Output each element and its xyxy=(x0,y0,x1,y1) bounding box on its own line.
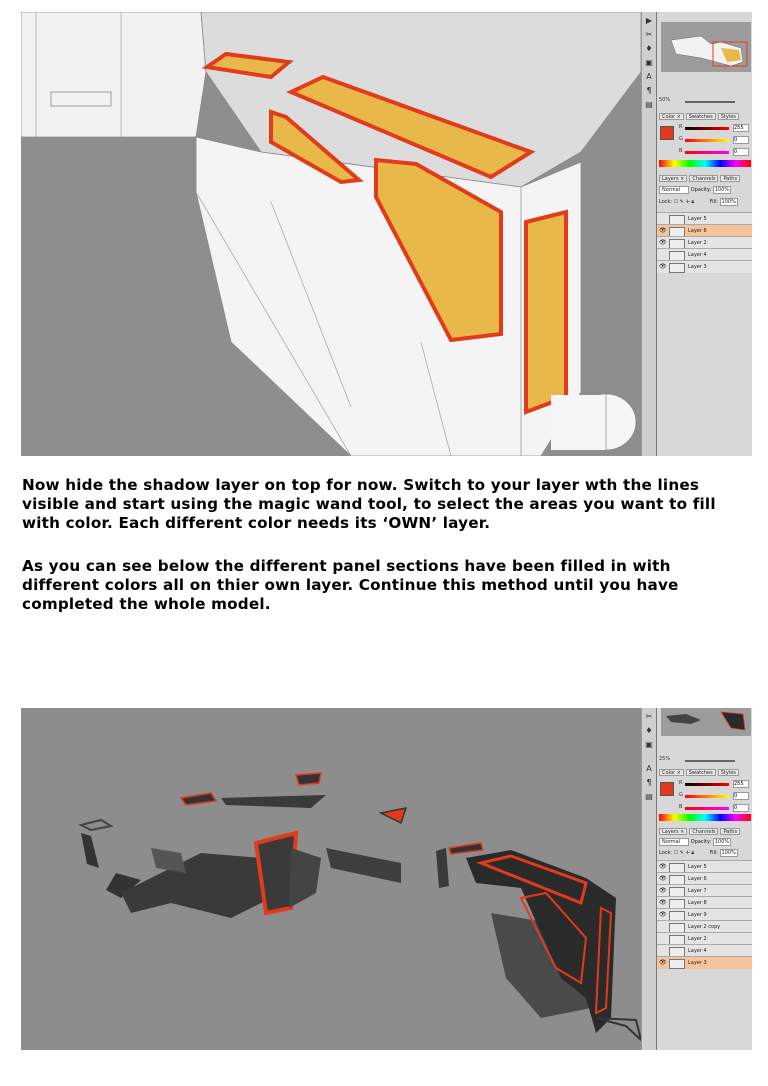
channel-g-label: G xyxy=(679,136,683,142)
navigator-zoom xyxy=(659,97,670,103)
lock-icons[interactable]: ☐ ✎ ✛ 🔒︎ xyxy=(673,199,694,205)
layer-comp-icon[interactable]: ▤ xyxy=(645,792,653,801)
visibility-eye-icon[interactable]: 👁︎ xyxy=(659,911,667,918)
layer-row[interactable] xyxy=(657,956,752,969)
channel-g-value[interactable]: 0 xyxy=(733,792,749,800)
layers-panel-tabs-2 xyxy=(659,828,740,835)
layer-name: Layer 5 xyxy=(688,864,707,870)
channel-r-value[interactable]: 255 xyxy=(733,780,749,788)
lock-label: Lock: xyxy=(659,199,673,205)
visibility-eye-icon[interactable]: 👁︎ xyxy=(659,887,667,894)
stamp-icon[interactable]: ▣ xyxy=(645,740,653,749)
canvas-viewport[interactable] xyxy=(21,12,641,456)
fill-field[interactable]: 100% xyxy=(721,850,736,856)
fill-label: Fill: xyxy=(709,850,718,856)
channel-b-slider[interactable] xyxy=(685,151,729,154)
channel-r-label: R xyxy=(679,780,683,786)
lock-fill-row xyxy=(659,198,738,206)
brush-icon[interactable]: ♦ xyxy=(645,44,653,53)
layer-name: Layer 9 xyxy=(688,912,707,918)
navigator-preview xyxy=(661,22,751,72)
canvas-viewport-2[interactable] xyxy=(21,708,641,1050)
tab-color[interactable]: Color × xyxy=(659,113,684,120)
color-spectrum-bar-2[interactable] xyxy=(659,814,751,821)
lock-icons[interactable]: ☐ ✎ ✛ 🔒︎ xyxy=(673,850,694,856)
layer-name: Layer 4 xyxy=(688,948,707,954)
brush-icon[interactable]: ♦ xyxy=(645,726,653,735)
blend-opacity-row xyxy=(659,186,731,194)
channel-g-value[interactable]: 0 xyxy=(733,136,749,144)
foreground-color-swatch-2[interactable] xyxy=(660,782,674,796)
navigator-thumbnail[interactable] xyxy=(661,22,751,72)
fill-label: Fill: xyxy=(709,199,718,205)
visibility-eye-icon[interactable]: 👁︎ xyxy=(659,875,667,882)
blend-opacity-row-2 xyxy=(659,838,731,846)
visibility-eye-icon[interactable]: 👁︎ xyxy=(659,263,667,270)
tab-channels[interactable]: Channels xyxy=(689,175,718,182)
panel-tool-strip-2 xyxy=(641,708,657,1050)
tools-icon[interactable]: ✂ xyxy=(645,30,653,39)
side-panels xyxy=(656,12,752,456)
opacity-field[interactable]: 100% xyxy=(714,187,730,193)
layer-thumbnail xyxy=(669,959,685,969)
visibility-eye-icon[interactable]: 👁︎ xyxy=(659,899,667,906)
layer-name: Layer 7 xyxy=(688,888,707,894)
opacity-label: Opacity: xyxy=(690,187,712,193)
layer-row[interactable] xyxy=(657,260,752,273)
layer-thumbnail xyxy=(669,263,685,273)
tab-styles[interactable]: Styles xyxy=(718,113,739,120)
opacity-field[interactable]: 100% xyxy=(714,839,730,845)
channel-g-slider-2[interactable] xyxy=(685,795,729,798)
screenshot-top xyxy=(21,12,752,456)
lock-fill-row-2 xyxy=(659,849,738,857)
channel-r-value[interactable]: 255 xyxy=(733,124,749,132)
tab-paths[interactable]: Paths xyxy=(720,175,740,182)
layer-name: Layer 3 xyxy=(688,960,707,966)
instruction-paragraph-2: As you can see below the different panel sections have been filled in with different colors all on thier own layer. Continue this method until you have completed the whole model. xyxy=(22,557,679,613)
layers-panel-tabs xyxy=(659,175,740,182)
gun-model-illustration xyxy=(21,12,641,456)
blend-mode-select[interactable]: Normal xyxy=(659,838,689,846)
channel-g-label: G xyxy=(679,792,683,798)
foreground-color-swatch[interactable] xyxy=(660,126,674,140)
tab-paths[interactable]: Paths xyxy=(720,828,740,835)
channel-r-slider-2[interactable] xyxy=(685,783,729,786)
visibility-eye-icon[interactable]: 👁︎ xyxy=(659,863,667,870)
channel-r-slider[interactable] xyxy=(685,127,729,130)
layer-name: Layer 2 copy xyxy=(688,924,721,930)
navigator-thumbnail-2[interactable] xyxy=(661,708,751,736)
channel-b-label: B xyxy=(679,148,683,154)
color-spectrum-bar[interactable] xyxy=(659,160,751,167)
paragraph-icon[interactable]: ¶ xyxy=(646,778,652,787)
layer-name: Layer 8 xyxy=(688,900,707,906)
visibility-eye-icon[interactable]: 👁︎ xyxy=(659,239,667,246)
character-icon[interactable]: A xyxy=(646,764,652,773)
zoom-value: 50% xyxy=(659,97,671,103)
instruction-paragraph-1: Now hide the shadow layer on top for now. Switch to your layer wth the lines visible and start using the magic wand tool, to select the areas you want to fill with color. Each different color needs its ‘OWN’ layer. xyxy=(22,476,716,532)
blend-mode-select[interactable]: Normal xyxy=(659,186,689,194)
layer-name: Layer 5 xyxy=(688,216,707,222)
zoom-slider[interactable] xyxy=(685,101,735,103)
channel-b-slider-2[interactable] xyxy=(685,807,729,810)
tab-layers[interactable]: Layers × xyxy=(659,175,687,182)
channel-r-label: R xyxy=(679,124,683,130)
layer-name: Layer 2 xyxy=(688,240,707,246)
tab-swatches[interactable]: Swatches xyxy=(686,769,716,776)
zoom-slider-2[interactable] xyxy=(685,760,735,762)
layer-name: Layer 6 xyxy=(688,228,707,234)
side-window-right xyxy=(526,212,566,412)
lock-label: Lock: xyxy=(659,850,673,856)
layer-name: Layer 4 xyxy=(688,252,707,258)
channel-g-slider[interactable] xyxy=(685,139,729,142)
stamp-icon[interactable]: ▣ xyxy=(645,58,653,67)
panel-tool-strip xyxy=(641,12,657,456)
navigator-zoom-2 xyxy=(659,756,670,762)
channel-b-value[interactable]: 0 xyxy=(733,148,749,156)
layer-comp-icon[interactable]: ▤ xyxy=(645,100,653,109)
layer-name: Layer 2 xyxy=(688,936,707,942)
color-panels-illustration xyxy=(21,708,641,1050)
tab-layers[interactable]: Layers × xyxy=(659,828,687,835)
opacity-label: Opacity: xyxy=(690,839,712,845)
character-icon[interactable]: A xyxy=(646,72,652,81)
barrel-body xyxy=(21,12,206,137)
layer-name: Layer 6 xyxy=(688,876,707,882)
zoom-value: 25% xyxy=(659,756,671,762)
tab-channels[interactable]: Channels xyxy=(689,828,718,835)
tools-icon[interactable]: ✂ xyxy=(645,712,653,721)
tab-swatches[interactable]: Swatches xyxy=(686,113,716,120)
paragraph-icon[interactable]: ¶ xyxy=(646,86,652,95)
layer-name: Layer 3 xyxy=(688,264,707,270)
channel-b-label: B xyxy=(679,804,683,810)
channel-b-value[interactable]: 0 xyxy=(733,804,749,812)
play-icon[interactable]: ▶ xyxy=(645,16,653,25)
fill-field[interactable]: 100% xyxy=(721,199,736,205)
tab-styles[interactable]: Styles xyxy=(718,769,739,776)
tab-color[interactable]: Color × xyxy=(659,769,684,776)
color-panel-tabs xyxy=(659,113,739,120)
visibility-eye-icon[interactable]: 👁︎ xyxy=(659,959,667,966)
side-panels-2 xyxy=(656,708,752,1050)
color-panel-tabs-2 xyxy=(659,769,739,776)
visibility-eye-icon[interactable]: 👁︎ xyxy=(659,227,667,234)
navigator-preview-2 xyxy=(661,708,751,736)
screenshot-bottom xyxy=(21,708,752,1050)
